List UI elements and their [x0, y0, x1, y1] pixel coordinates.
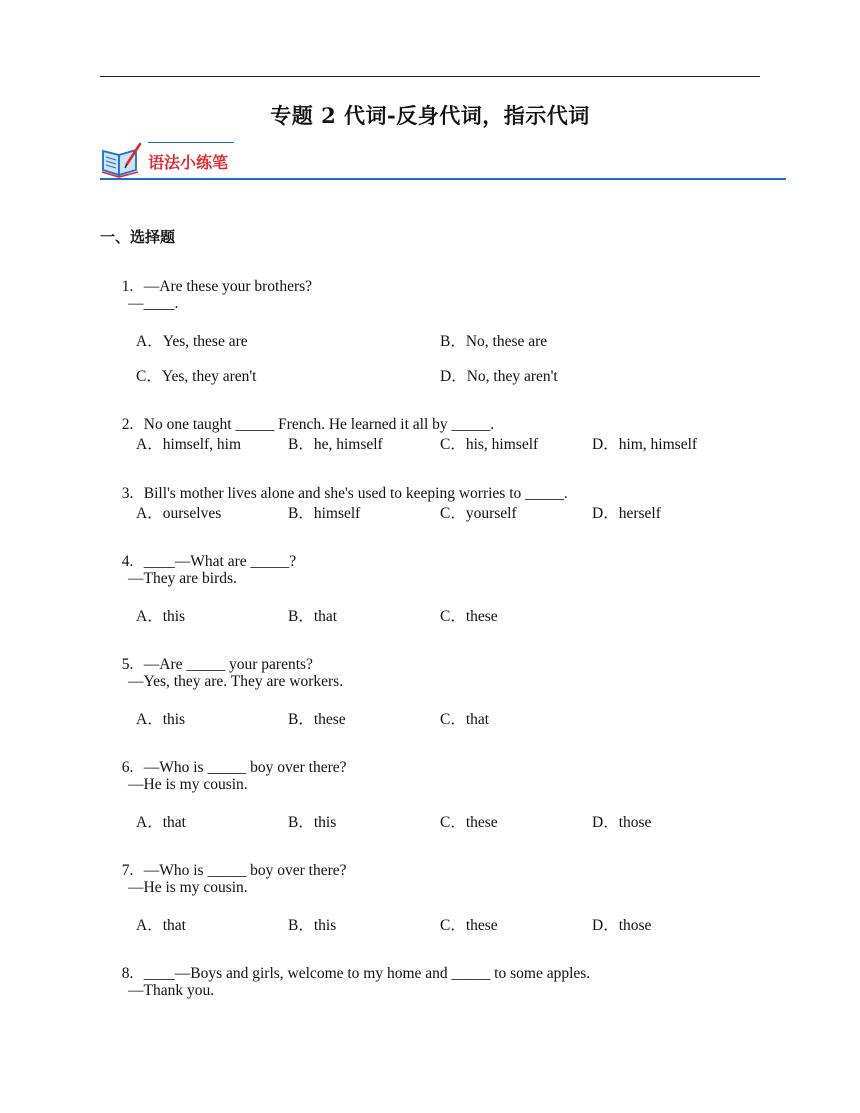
- question-number: 5.: [121, 656, 134, 673]
- option-a[interactable]: A．this: [136, 711, 186, 728]
- question-8-answer-line: —Thank you.: [128, 982, 215, 999]
- option-c[interactable]: C．these: [440, 608, 498, 625]
- question-4-answer-line: —They are birds.: [128, 570, 237, 587]
- question-number: 3.: [121, 485, 134, 502]
- option-c[interactable]: C．that: [440, 711, 490, 728]
- question-5-answer-line: —Yes, they are. They are workers.: [128, 673, 344, 690]
- question-number: 7.: [121, 862, 134, 879]
- question-1: [114, 260, 312, 296]
- option-b[interactable]: B．himself: [288, 505, 361, 522]
- answer-blank: ____: [143, 965, 175, 982]
- question-number: 2.: [121, 416, 134, 433]
- option-a[interactable]: A．Yes, these are: [136, 333, 248, 350]
- question-7-answer-line: —He is my cousin.: [128, 879, 248, 896]
- option-d[interactable]: D．No, they aren't: [440, 368, 558, 385]
- book-pen-icon: [100, 142, 142, 178]
- option-d[interactable]: D．him, himself: [592, 436, 698, 453]
- question-7: [114, 844, 347, 880]
- banner-accent-line: [148, 142, 234, 143]
- option-a[interactable]: A．that: [136, 814, 186, 831]
- option-c[interactable]: C．these: [440, 917, 498, 934]
- option-b[interactable]: B．this: [288, 917, 337, 934]
- option-c[interactable]: C．his, himself: [440, 436, 539, 453]
- section-banner: [100, 140, 786, 182]
- answer-blank: ____: [143, 553, 175, 570]
- question-6-answer-line: —He is my cousin.: [128, 776, 248, 793]
- question-number: 4.: [121, 553, 134, 570]
- question-stem: —Boys and girls, welcome to my home and _____ to some apples.: [174, 965, 591, 982]
- page-title: 专题 2 代词-反身代词，指示代词: [270, 103, 590, 128]
- question-3: [114, 467, 568, 503]
- question-number: 8.: [121, 965, 134, 982]
- question-number: 6.: [121, 759, 134, 776]
- option-c[interactable]: C．Yes, they aren't: [136, 368, 257, 385]
- question-stem: —Who is _____ boy over there?: [143, 862, 347, 879]
- option-b[interactable]: B．No, these are: [440, 333, 548, 350]
- option-d[interactable]: D．those: [592, 917, 652, 934]
- question-stem: Bill's mother lives alone and she's used to keeping worries to _____.: [143, 485, 568, 502]
- question-stem: —Are _____ your parents?: [143, 656, 313, 673]
- question-stem: —What are _____?: [174, 553, 297, 570]
- question-5: [114, 638, 313, 674]
- question-2: [114, 398, 494, 434]
- option-b[interactable]: B．these: [288, 711, 346, 728]
- banner-label: 语法小练笔: [148, 153, 229, 172]
- option-a[interactable]: A．ourselves: [136, 505, 222, 522]
- option-c[interactable]: C．these: [440, 814, 498, 831]
- option-a[interactable]: A．that: [136, 917, 186, 934]
- question-stem: —Are these your brothers?: [143, 278, 313, 295]
- question-8: [114, 947, 590, 983]
- option-d[interactable]: D．herself: [592, 505, 661, 522]
- question-number: 1.: [121, 278, 134, 295]
- option-b[interactable]: B．he, himself: [288, 436, 383, 453]
- option-d[interactable]: D．those: [592, 814, 652, 831]
- question-stem: —Who is _____ boy over there?: [143, 759, 347, 776]
- section-heading: 一、选择题: [100, 228, 176, 246]
- option-b[interactable]: B．that: [288, 608, 338, 625]
- option-b[interactable]: B．this: [288, 814, 337, 831]
- header-rule: [100, 76, 760, 77]
- option-c[interactable]: C．yourself: [440, 505, 517, 522]
- question-4: [114, 535, 296, 571]
- option-a[interactable]: A．himself, him: [136, 436, 242, 453]
- question-6: [114, 741, 347, 777]
- banner-underline: [100, 178, 786, 180]
- question-stem: No one taught _____ French. He learned it all by _____.: [143, 416, 495, 433]
- question-1-answer-line: —____.: [128, 295, 179, 312]
- option-a[interactable]: A．this: [136, 608, 186, 625]
